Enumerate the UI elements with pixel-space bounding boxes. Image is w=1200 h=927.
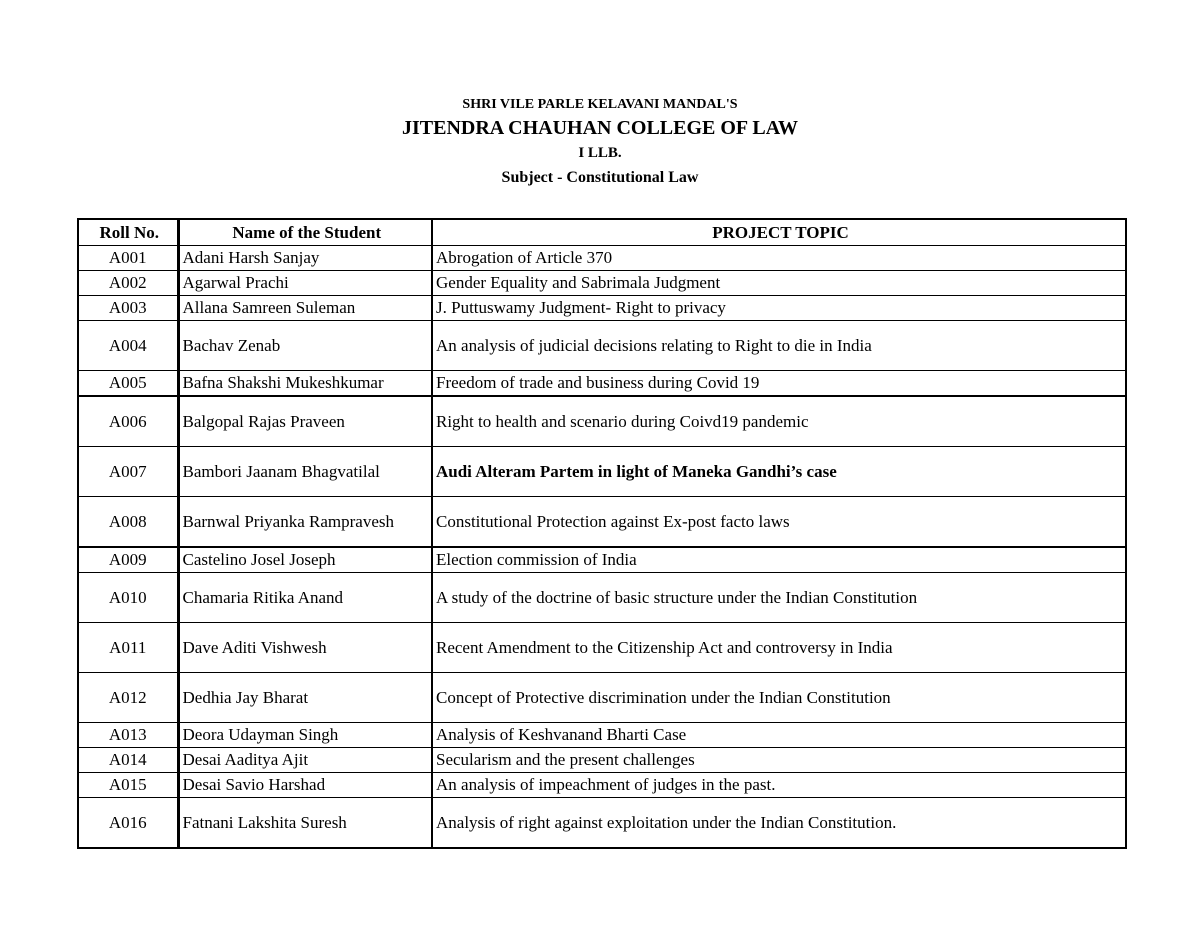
roll-cell: A005: [78, 371, 178, 397]
topic-cell: Right to health and scenario during Coivd19 pandemic: [432, 396, 1126, 447]
roll-cell: A002: [78, 271, 178, 296]
roll-cell: A009: [78, 547, 178, 573]
roll-cell: A006: [78, 396, 178, 447]
table-row: [78, 371, 1126, 397]
topic-cell: Constitutional Protection against Ex-post facto laws: [432, 497, 1126, 548]
table-row: [78, 296, 1126, 321]
college-name: JITENDRA CHAUHAN COLLEGE OF LAW: [402, 117, 798, 139]
name-cell: Agarwal Prachi: [178, 271, 432, 296]
name-cell: Allana Samreen Suleman: [178, 296, 432, 321]
roll-cell: A014: [78, 748, 178, 773]
topic-cell: Concept of Protective discrimination under the Indian Constitution: [432, 673, 1126, 723]
roll-cell: A013: [78, 723, 178, 748]
table-row: [78, 573, 1126, 623]
roll-cell: A008: [78, 497, 178, 548]
table-row: [78, 396, 1126, 447]
table-row: [78, 748, 1126, 773]
topic-cell: J. Puttuswamy Judgment- Right to privacy: [432, 296, 1126, 321]
name-cell: Castelino Josel Joseph: [178, 547, 432, 573]
topic-cell: An analysis of judicial decisions relating to Right to die in India: [432, 321, 1126, 371]
society-name: SHRI VILE PARLE KELAVANI MANDAL'S: [462, 97, 738, 112]
topic-cell: Freedom of trade and business during Covid 19: [432, 371, 1126, 397]
name-cell: Desai Savio Harshad: [178, 773, 432, 798]
table-row: [78, 497, 1126, 548]
roll-cell: A015: [78, 773, 178, 798]
topic-cell: An analysis of impeachment of judges in the past.: [432, 773, 1126, 798]
name-cell: Balgopal Rajas Praveen: [178, 396, 432, 447]
roll-cell: A007: [78, 447, 178, 497]
name-cell: Barnwal Priyanka Rampravesh: [178, 497, 432, 548]
topic-cell: Gender Equality and Sabrimala Judgment: [432, 271, 1126, 296]
name-cell: Bachav Zenab: [178, 321, 432, 371]
topic-cell: Analysis of right against exploitation under the Indian Constitution.: [432, 798, 1126, 849]
name-cell: Dedhia Jay Bharat: [178, 673, 432, 723]
topic-cell: Abrogation of Article 370: [432, 246, 1126, 271]
topic-cell: Recent Amendment to the Citizenship Act and controversy in India: [432, 623, 1126, 673]
table-row: [78, 447, 1126, 497]
roll-cell: A010: [78, 573, 178, 623]
project-topic-table: [77, 218, 1127, 849]
roll-cell: A011: [78, 623, 178, 673]
topic-cell: Secularism and the present challenges: [432, 748, 1126, 773]
topic-cell: Audi Alteram Partem in light of Maneka Gandhi’s case: [432, 447, 1126, 497]
topic-cell: Election commission of India: [432, 547, 1126, 573]
name-cell: Chamaria Ritika Anand: [178, 573, 432, 623]
table-row: [78, 798, 1126, 849]
roll-cell: A001: [78, 246, 178, 271]
table-header-row: [78, 219, 1126, 246]
topic-cell: A study of the doctrine of basic structure under the Indian Constitution: [432, 573, 1126, 623]
name-cell: Bambori Jaanam Bhagvatilal: [178, 447, 432, 497]
name-cell: Deora Udayman Singh: [178, 723, 432, 748]
table-row: [78, 321, 1126, 371]
table-row: [78, 547, 1126, 573]
document-header: [0, 96, 1200, 189]
topic-cell: Analysis of Keshvanand Bharti Case: [432, 723, 1126, 748]
name-cell: Adani Harsh Sanjay: [178, 246, 432, 271]
name-cell: Bafna Shakshi Mukeshkumar: [178, 371, 432, 397]
table-row: [78, 623, 1126, 673]
column-header-name: Name of the Student: [178, 219, 432, 246]
subject-title: Subject - Constitutional Law: [501, 169, 699, 186]
column-header-topic: PROJECT TOPIC: [432, 219, 1126, 246]
column-header-roll: Roll No.: [78, 219, 178, 246]
table-row: [78, 773, 1126, 798]
name-cell: Dave Aditi Vishwesh: [178, 623, 432, 673]
roll-cell: A012: [78, 673, 178, 723]
roll-cell: A003: [78, 296, 178, 321]
roll-cell: A004: [78, 321, 178, 371]
table-row: [78, 723, 1126, 748]
name-cell: Fatnani Lakshita Suresh: [178, 798, 432, 849]
name-cell: Desai Aaditya Ajit: [178, 748, 432, 773]
table-row: [78, 673, 1126, 723]
roll-cell: A016: [78, 798, 178, 849]
table-row: [78, 271, 1126, 296]
class-name: I LLB.: [578, 145, 622, 161]
table-row: [78, 246, 1126, 271]
